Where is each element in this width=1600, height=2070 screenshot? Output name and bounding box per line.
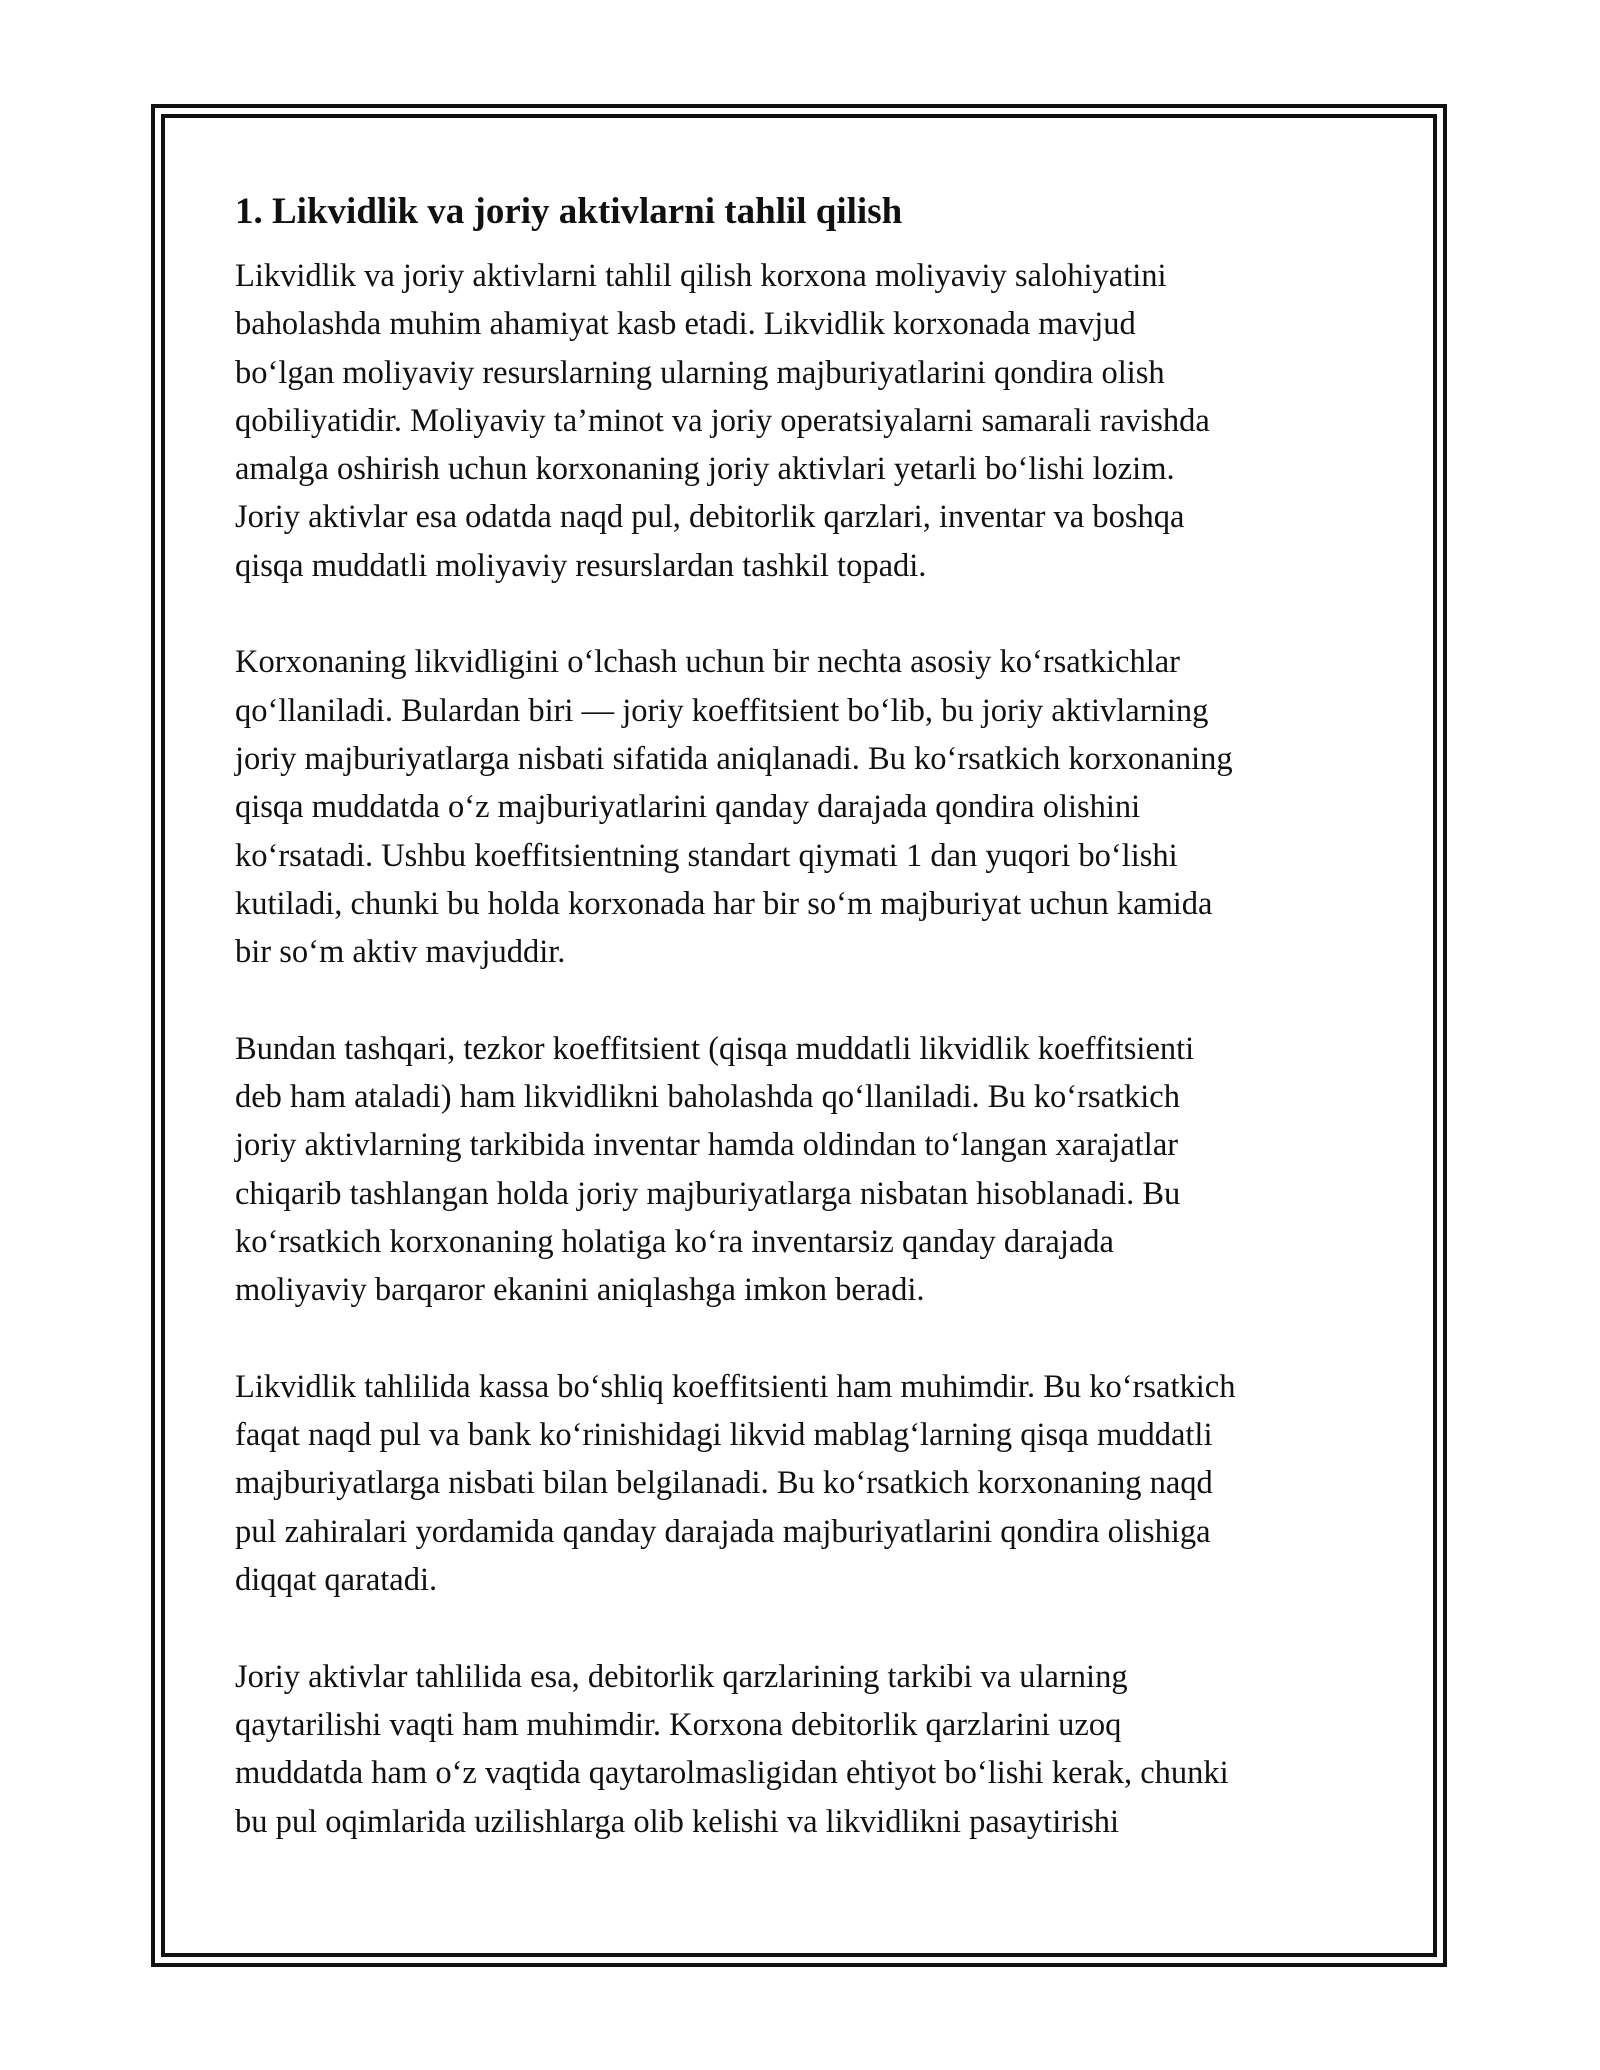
- text-line: qisqa muddatda o‘z majburiyatlarini qanday darajada qondira olishini: [235, 789, 1141, 826]
- text-line: Joriy aktivlar tahlilida esa, debitorlik qarzlarining tarkibi va ularning: [235, 1658, 1128, 1695]
- text-line: bo‘lgan moliyaviy resurslarning ularning majburiyatlarini qondira olish: [235, 354, 1165, 391]
- text-line: joriy aktivlarning tarkibida inventar hamda oldindan to‘langan xarajatlar: [235, 1127, 1179, 1164]
- section-heading: 1. Likvidlik va joriy aktivlarni tahlil qilish: [235, 191, 903, 232]
- text-line: bu pul oqimlarida uzilishlarga olib kelishi va likvidlikni pasaytirishi: [235, 1803, 1120, 1840]
- text-line: baholashda muhim ahamiyat kasb etadi. Likvidlik korxonada mavjud: [235, 306, 1136, 343]
- text-line: deb ham ataladi) ham likvidlikni baholashda qo‘llaniladi. Bu ko‘rsatkich: [235, 1079, 1180, 1116]
- text-line: ko‘rsatadi. Ushbu koeffitsientning standart qiymati 1 dan yuqori bo‘lishi: [235, 837, 1178, 874]
- text-line: bir so‘m aktiv mavjuddir.: [235, 934, 566, 971]
- text-line: Korxonaning likvidligini o‘lchash uchun bir nechta asosiy ko‘rsatkichlar: [235, 644, 1180, 681]
- text-line: majburiyatlarga nisbati bilan belgilanadi. Bu ko‘rsatkich korxonaning naqd: [235, 1465, 1213, 1502]
- text-line: amalga oshirish uchun korxonaning joriy aktivlari yetarli bo‘lishi lozim.: [235, 451, 1175, 488]
- text-line: ko‘rsatkich korxonaning holatiga ko‘ra inventarsiz qanday darajada: [235, 1223, 1114, 1260]
- paragraph-5: [235, 1653, 1370, 1846]
- text-line: Bundan tashqari, tezkor koeffitsient (qisqa muddatli likvidlik koeffitsienti: [235, 1030, 1195, 1067]
- text-line: moliyaviy barqaror ekanini aniqlashga imkon beradi.: [235, 1272, 925, 1309]
- text-line: Likvidlik va joriy aktivlarni tahlil qilish korxona moliyaviy salohiyatini: [235, 258, 1167, 294]
- text-line: muddatda ham o‘z vaqtida qaytarolmasligidan ehtiyot bo‘lishi kerak, chunki: [235, 1755, 1229, 1792]
- text-line: kutiladi, chunki bu holda korxonada har bir so‘m majburiyat uchun kamida: [235, 885, 1213, 922]
- text-line: chiqarib tashlangan holda joriy majburiyatlarga nisbatan hisoblanadi. Bu: [235, 1175, 1181, 1212]
- text-line: qo‘llaniladi. Bulardan biri — joriy koeffitsient bo‘lib, bu joriy aktivlarning: [235, 692, 1209, 729]
- paragraph-1: [235, 252, 1370, 590]
- document-body: [235, 188, 1370, 1894]
- text-line: Likvidlik tahlilida kassa bo‘shliq koeffitsienti ham muhimdir. Bu ko‘rsatkich: [235, 1368, 1236, 1405]
- text-line: Joriy aktivlar esa odatda naqd pul, debitorlik qarzlari, inventar va boshqa: [235, 499, 1185, 536]
- text-line: diqqat qaratadi.: [235, 1562, 438, 1599]
- text-line: faqat naqd pul va bank ko‘rinishidagi likvid mablag‘larning qisqa muddatli: [235, 1417, 1213, 1454]
- paragraph-4: [235, 1363, 1370, 1604]
- paragraph-3: [235, 1025, 1370, 1315]
- text-line: qobiliyatidir. Moliyaviy ta’minot va joriy operatsiyalarni samarali ravishda: [235, 402, 1210, 439]
- paragraph-2: [235, 638, 1370, 976]
- text-line: qaytarilishi vaqti ham muhimdir. Korxona debitorlik qarzlarini uzoq: [235, 1706, 1122, 1743]
- text-line: qisqa muddatli moliyaviy resurslardan tashkil topadi.: [235, 547, 927, 584]
- text-line: pul zahiralari yordamida qanday darajada majburiyatlarini qondira olishiga: [235, 1513, 1211, 1550]
- text-line: joriy majburiyatlarga nisbati sifatida aniqlanadi. Bu ko‘rsatkich korxonaning: [235, 740, 1233, 777]
